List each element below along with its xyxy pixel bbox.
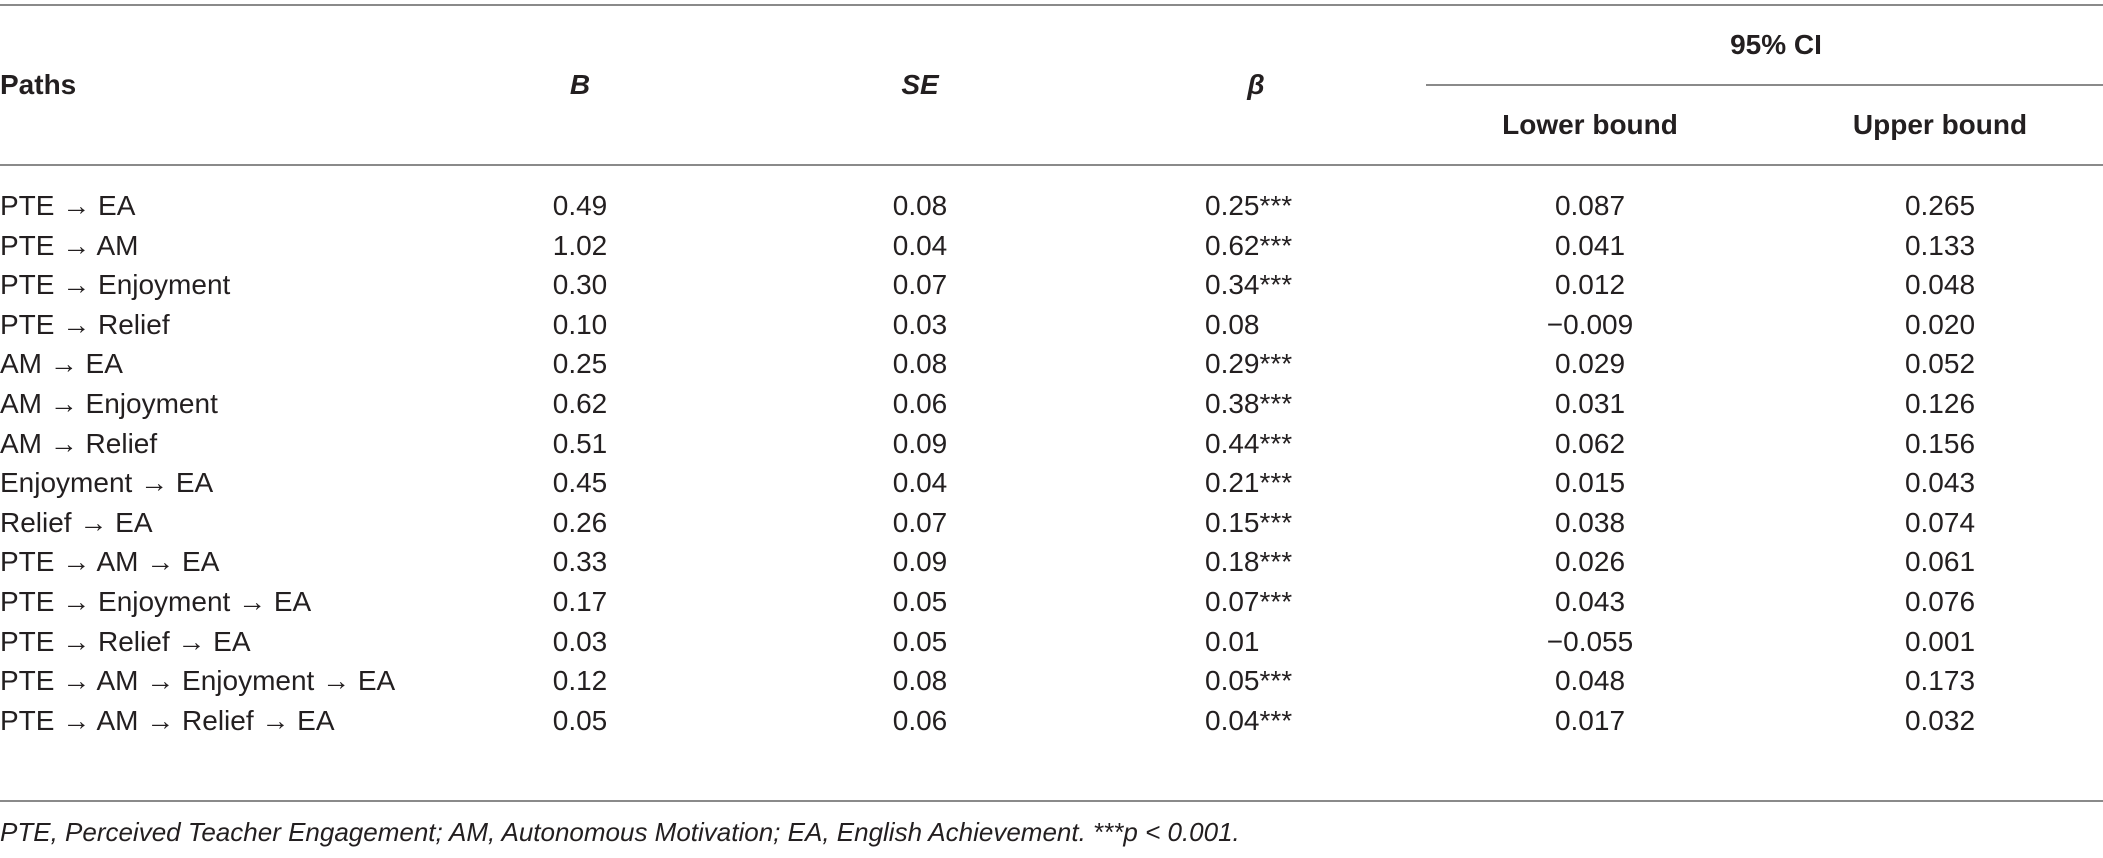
cell-upper-bound: 0.001: [1904, 626, 1976, 657]
cell-b: 0.45: [552, 467, 608, 498]
cell-lower-bound: 0.048: [1554, 665, 1626, 696]
cell-path: Enjoyment → EA: [0, 467, 214, 498]
cell-lower-bound: 0.062: [1554, 428, 1626, 459]
cell-upper-bound: 0.052: [1904, 348, 1976, 379]
cell-path: PTE → AM → Enjoyment → EA: [0, 665, 396, 696]
cell-se: 0.06: [892, 705, 948, 736]
cell-se: 0.07: [892, 507, 948, 538]
header-upper-bound: Upper bound: [1852, 109, 2028, 140]
cell-upper-bound: 0.061: [1904, 546, 1976, 577]
table-top-rule: [0, 4, 2103, 6]
cell-lower-bound: −0.055: [1546, 626, 1634, 657]
cell-b: 0.10: [552, 309, 608, 340]
cell-path: PTE → Enjoyment → EA: [0, 586, 312, 617]
cell-upper-bound: 0.074: [1904, 507, 1976, 538]
cell-upper-bound: 0.133: [1904, 230, 1976, 261]
cell-b: 0.25: [552, 348, 608, 379]
cell-lower-bound: 0.012: [1554, 269, 1626, 300]
cell-path: PTE → Enjoyment: [0, 269, 231, 300]
cell-se: 0.08: [892, 665, 948, 696]
cell-beta: 0.15***: [1205, 507, 1293, 538]
header-bottom-rule: [0, 164, 2103, 166]
cell-lower-bound: 0.026: [1554, 546, 1626, 577]
cell-lower-bound: 0.038: [1554, 507, 1626, 538]
cell-se: 0.05: [892, 586, 948, 617]
table-bottom-rule: [0, 800, 2103, 802]
cell-beta: 0.62***: [1205, 230, 1293, 261]
cell-path: PTE → EA: [0, 190, 136, 221]
cell-beta: 0.08: [1205, 309, 1260, 340]
cell-upper-bound: 0.173: [1904, 665, 1976, 696]
cell-upper-bound: 0.265: [1904, 190, 1976, 221]
cell-path: PTE → Relief: [0, 309, 170, 340]
cell-path: PTE → AM: [0, 230, 139, 261]
cell-b: 0.17: [552, 586, 608, 617]
cell-beta: 0.18***: [1205, 546, 1293, 577]
cell-b: 0.62: [552, 388, 608, 419]
cell-se: 0.09: [892, 428, 948, 459]
cell-beta: 0.01: [1205, 626, 1260, 657]
table-footnote: PTE, Perceived Teacher Engagement; AM, Autonomous Motivation; EA, English Achievement. ***p < 0.001.: [0, 817, 1240, 847]
cell-b: 0.33: [552, 546, 608, 577]
cell-se: 0.06: [892, 388, 948, 419]
cell-lower-bound: 0.087: [1554, 190, 1626, 221]
cell-se: 0.08: [892, 190, 948, 221]
cell-lower-bound: −0.009: [1546, 309, 1634, 340]
cell-upper-bound: 0.076: [1904, 586, 1976, 617]
cell-upper-bound: 0.020: [1904, 309, 1976, 340]
cell-path: AM → Relief: [0, 428, 158, 459]
cell-se: 0.05: [892, 626, 948, 657]
cell-beta: 0.04***: [1205, 705, 1293, 736]
cell-b: 0.12: [552, 665, 608, 696]
cell-lower-bound: 0.015: [1554, 467, 1626, 498]
cell-b: 0.30: [552, 269, 608, 300]
cell-path: PTE → Relief → EA: [0, 626, 251, 657]
header-lower-bound: Lower bound: [1502, 109, 1678, 140]
cell-lower-bound: 0.017: [1554, 705, 1626, 736]
cell-beta: 0.44***: [1205, 428, 1293, 459]
cell-upper-bound: 0.156: [1904, 428, 1976, 459]
cell-path: AM → Enjoyment: [0, 388, 218, 419]
cell-path: PTE → AM → Relief → EA: [0, 705, 335, 736]
ci-span-rule: [1426, 84, 2103, 86]
cell-path: AM → EA: [0, 348, 123, 379]
cell-path: Relief → EA: [0, 507, 153, 538]
cell-beta: 0.25***: [1205, 190, 1293, 221]
cell-se: 0.04: [892, 230, 948, 261]
cell-upper-bound: 0.126: [1904, 388, 1976, 419]
header-b: B: [569, 69, 591, 100]
header-se: SE: [901, 69, 939, 100]
cell-beta: 0.05***: [1205, 665, 1293, 696]
cell-upper-bound: 0.048: [1904, 269, 1976, 300]
cell-lower-bound: 0.029: [1554, 348, 1626, 379]
cell-upper-bound: 0.032: [1904, 705, 1976, 736]
header-ci: 95% CI: [1730, 29, 1822, 60]
cell-beta: 0.38***: [1205, 388, 1293, 419]
cell-se: 0.07: [892, 269, 948, 300]
cell-lower-bound: 0.031: [1554, 388, 1626, 419]
cell-path: PTE → AM → EA: [0, 546, 220, 577]
cell-beta: 0.29***: [1205, 348, 1293, 379]
header-beta: β: [1247, 69, 1265, 100]
cell-b: 0.05: [552, 705, 608, 736]
cell-b: 1.02: [552, 230, 608, 261]
header-paths: Paths: [0, 69, 77, 100]
cell-se: 0.04: [892, 467, 948, 498]
cell-beta: 0.21***: [1205, 467, 1293, 498]
cell-lower-bound: 0.043: [1554, 586, 1626, 617]
cell-b: 0.03: [552, 626, 608, 657]
cell-b: 0.51: [552, 428, 608, 459]
cell-b: 0.49: [552, 190, 608, 221]
cell-lower-bound: 0.041: [1554, 230, 1626, 261]
cell-beta: 0.34***: [1205, 269, 1293, 300]
cell-beta: 0.07***: [1205, 586, 1293, 617]
cell-se: 0.08: [892, 348, 948, 379]
cell-b: 0.26: [552, 507, 608, 538]
cell-se: 0.09: [892, 546, 948, 577]
cell-upper-bound: 0.043: [1904, 467, 1976, 498]
cell-se: 0.03: [892, 309, 948, 340]
